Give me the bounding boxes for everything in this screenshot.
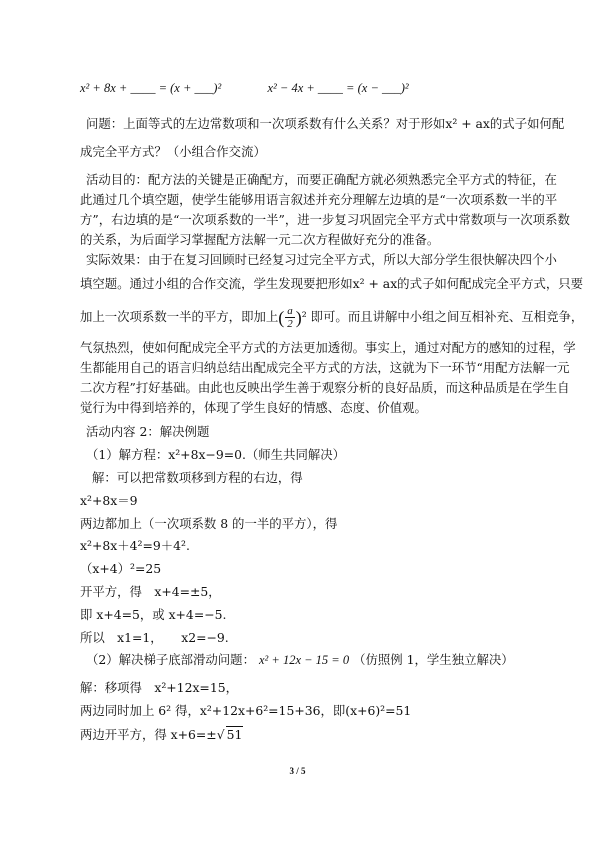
purpose-line-2: 此通过几个填空题，使学生能够用语言叙述并充分理解左边填的是“一次项系数一半的平	[80, 192, 558, 207]
example2-step-1: 解：移项得 x²+12x=15，	[80, 680, 238, 695]
example2-step-2: 两边同时加上 6² 得，x²+12x+6²=15+36，即(x+6)²=51	[80, 703, 412, 718]
effect-line-2: 填空题。通过小组的合作交流，学生发现要把形如x² + ax的式子如何配成完全平方式，只要	[80, 276, 584, 291]
example2-title-text: （2）解决梯子底部滑动问题：	[86, 652, 255, 667]
effect-line-6: 二次方程”打好基础。由此也反映出学生善于观察分析的良好品质，而这种品质是在学生自	[80, 380, 570, 395]
example1-step-4: （x+4）²=25	[80, 561, 162, 576]
formula-line	[80, 80, 409, 96]
effect-line-3	[80, 300, 583, 334]
example1-step-7: 所以 x1=1， x2=−9.	[80, 630, 229, 645]
question-line-1: 问题：上面等式的左边常数项和一次项系数有什么关系？对于形如x² + ax的式子如何配	[86, 116, 565, 131]
example1-title: （1）解方程：x²+8x−9=0.（师生共同解决）	[86, 447, 346, 462]
example2-title-note: （仿照例 1，学生独立解决）	[353, 652, 514, 667]
activity2-title: 活动内容 2：解决例题	[86, 424, 210, 439]
effect-line-3-text: 加上一次项系数一半的平方，即加上	[80, 309, 279, 324]
purpose-line-3: 方”，右边填的是“一次项系数的一半”，进一步复习巩固完全平方式中常数项与一次项系数	[80, 212, 570, 227]
right-paren: )	[295, 307, 302, 328]
effect-line-1: 实际效果：由于在复习回顾时已经复习过完全平方式，所以大部分学生很快解决四个小	[86, 252, 557, 267]
fraction-denominator: 2	[287, 318, 293, 330]
example2-step-3	[80, 727, 243, 743]
effect-line-3-rest: ² 即可。而且讲解中小组之间互相补充、互相竞争，	[301, 309, 584, 324]
example2-formula: x² + 12x − 15 = 0	[258, 653, 350, 667]
example1-step-2: 两边都加上（一次项系数 8 的一半的平方），得	[80, 516, 338, 531]
sqrt-sign: √	[216, 727, 225, 742]
formula-right: x² − 4x + ____ = (x − ___)²	[267, 81, 409, 95]
left-paren: (	[278, 307, 285, 328]
example1-step-1: x²+8x＝9	[80, 493, 138, 508]
example1-step-6: 即 x+4=5，或 x+4=−5.	[80, 607, 227, 622]
effect-line-4: 气氛热烈，使如何配成完全平方式的方法更加透彻。事实上，通过对配方的感知的过程，学	[80, 340, 576, 355]
purpose-line-1: 活动目的：配方法的关键是正确配方，而要正确配方就必须熟悉完全平方式的特征，在	[86, 172, 557, 187]
fraction-numerator: a	[287, 305, 293, 317]
effect-line-5: 生都能用自己的语言归纳总结出配成完全平方式的方法，这就为下一环节“用配方法解一元	[80, 360, 570, 375]
example2-step-3-text: 两边开平方，得 x+6=±	[80, 727, 217, 742]
page-number: 3 / 5	[289, 766, 306, 776]
example2-title	[86, 652, 514, 668]
formula-left: x² + 8x + ____ = (x + ___)²	[80, 81, 222, 95]
example1-step-3: x²+8x＋4²=9＋4².	[80, 538, 190, 553]
example1-step-5: 开平方，得 x+4=±5，	[80, 584, 221, 599]
question-line-2: 成完全平方式？（小组合作交流）	[80, 144, 266, 159]
sqrt-radicand: 51	[226, 727, 243, 742]
purpose-line-4: 的关系，为后面学习掌握配方法解一元二次方程做好充分的准备。	[80, 232, 440, 247]
fraction-a-over-2	[285, 305, 295, 330]
example1-solution: 解：可以把常数项移到方程的右边，得	[92, 470, 303, 485]
effect-line-7: 觉行为中得到培养的，体现了学生良好的情感、态度、价值观。	[80, 400, 427, 415]
